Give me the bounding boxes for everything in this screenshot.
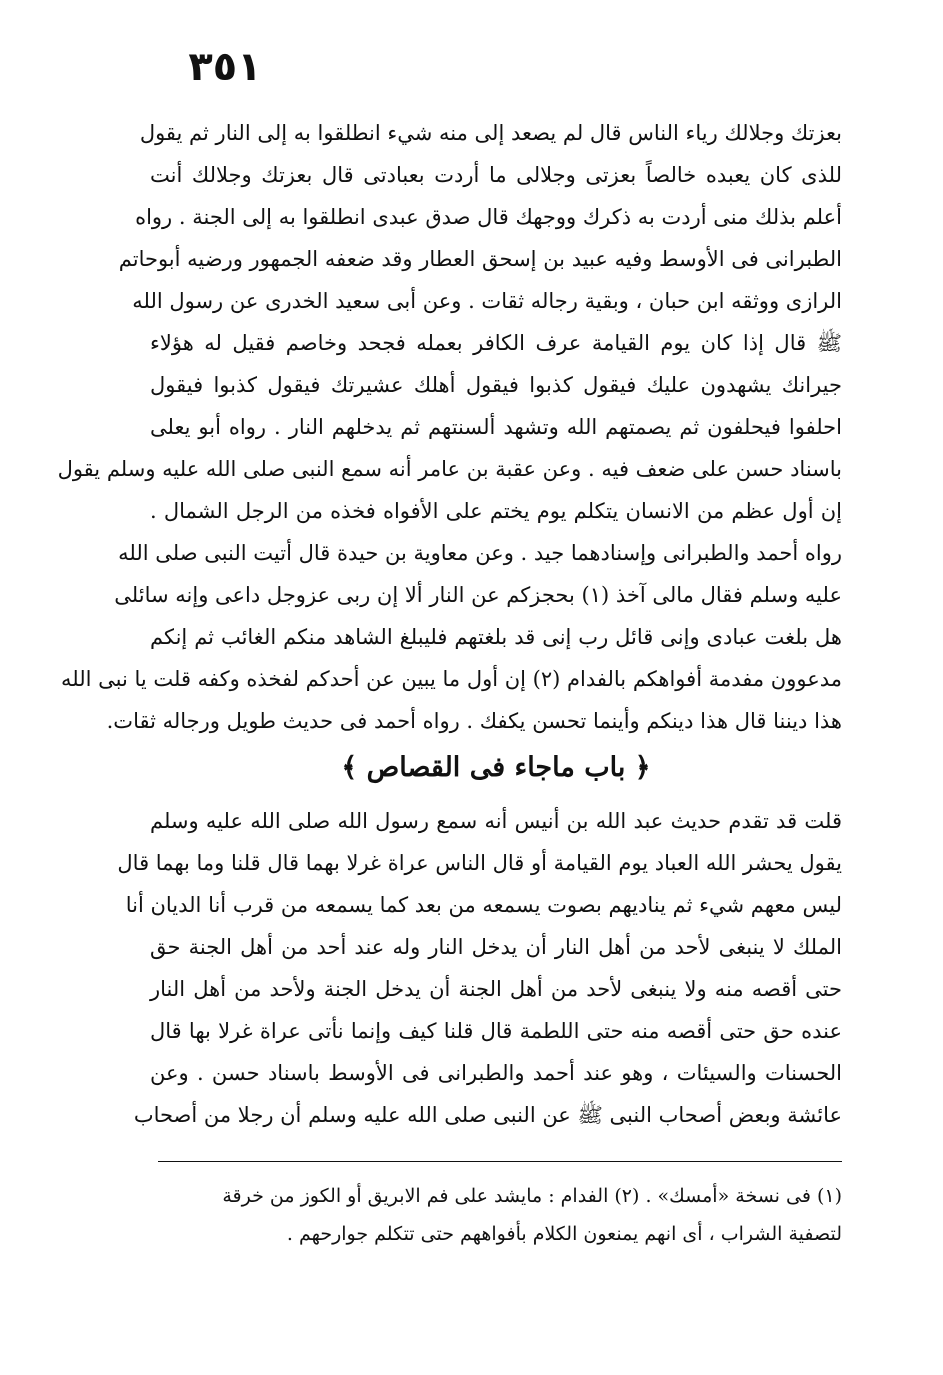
text-line: الطبرانى فى الأوسط وفيه عبيد بن إسحق العطار وقد ضعفه الجمهور ورضيه أبوحاتم (118, 247, 842, 271)
text-line: يقول يحشر الله العباد يوم القيامة أو قال الناس عراة غرلا بهما قال قلنا وما بهما قال (117, 851, 842, 875)
page-number: ٣٥١ (188, 44, 262, 90)
text-line: ليس معهم شيء ثم يناديهم بصوت يسمعه من بعد كما يسمعه من قرب أنا الديان أنا (125, 893, 842, 917)
text-line: قلت قد تقدم حديث عبد الله بن أنيس أنه سمع رسول الله صلى الله عليه وسلم (150, 809, 842, 833)
footnote-divider (158, 1161, 842, 1162)
footnote-line: لتصفية الشراب ، أى انهم يمنعون الكلام بأفواههم حتى تتكلم جوارحهم . (286, 1223, 842, 1245)
paragraph-qisas (117, 800, 842, 1136)
text-line: هذا ديننا قال هذا دينكم وأينما تحسن يكفك . رواه أحمد فى حديث طويل ورجاله ثقات. (106, 709, 842, 733)
footnote-line: (١) فى نسخة «أمسك» . (٢) الفدام : مايشد على فم الابريق أو الكوز من خرقة (222, 1185, 842, 1207)
text-line: هل بلغت عبادى وإنى قائل رب إنى قد بلغتهم فليبلغ الشاهد منكم الغائب ثم إنكم (150, 625, 842, 649)
text-line: ﷺ قال إذا كان يوم القيامة عرف الكافر بعمله فجحد وخاصم فقيل له هؤلاء (150, 331, 842, 355)
text-line: رواه أحمد والطبرانى وإسنادهما جيد . وعن معاوية بن حيدة قال أتيت النبى صلى الله (118, 541, 842, 565)
text-line: باسناد حسن على ضعف فيه . وعن عقبة بن عامر أنه سمع النبى صلى الله عليه وسلم يقول (57, 457, 842, 481)
text-line: حتى أقصه منه ولا ينبغى لأحد من أهل الجنة أن يدخل الجنة ولأحد من أهل النار (150, 977, 842, 1001)
chapter-heading: ﴿ باب ماجاء فى القصاص ﴾ (341, 752, 651, 783)
main-text (57, 112, 842, 1136)
text-line: احلفوا فيحلفون ثم يصمتهم الله وتشهد ألسنتهم ثم يدخلهم النار . رواه أبو يعلى (150, 415, 842, 439)
text-line: للذى كان يعبده خالصاً بعزتى وجلالى ما أردت بعبادتى قال بعزتك وجلالك أنت (150, 163, 842, 187)
text-line: الرازى ووثقه ابن حبان ، وبقية رجاله ثقات . وعن أبى سعيد الخدرى عن رسول الله (132, 289, 842, 313)
text-line: الملك لا ينبغى لأحد من أهل النار أن يدخل النار وله عند أحد من أهل الجنة حق (150, 935, 842, 959)
text-line: عليه وسلم فقال مالى آخذ (١) بحجزكم عن النار ألا إن ربى عزوجل داعى وإنه سائلى (114, 583, 842, 607)
text-line: جيرانك يشهدون عليك فيقول كذبوا فيقول أهلك عشيرتك فيقول كذبوا فيقول (150, 373, 842, 397)
text-line: إن أول عظم من الانسان يتكلم يوم يختم على الأفواه فخذه من الرجل الشمال . (150, 499, 842, 523)
text-line: عنده حق حتى أقصه منه حتى اللطمة قال قلنا كيف وإنما نأتى عراة غرلا بها قال (150, 1019, 842, 1043)
footnotes (150, 1177, 842, 1253)
text-line: مدعوون مفدمة أفواهكم بالفدام (٢) إن أول ما يبين عن أحدكم لفخذه وكفه قلت يا نبى الله (61, 667, 842, 691)
text-line: الحسنات والسيئات ، وهو عند أحمد والطبرانى فى الأوسط باسناد حسن . وعن (150, 1061, 842, 1085)
text-line: أعلم بذلك منى أردت به ذكرك ووجهك قال صدق عبدى انطلقوا به إلى الجنة . رواه (135, 205, 842, 229)
text-line: بعزتك وجلالك رياء الناس قال لم يصعد إلى منه شيء انطلقوا به إلى النار ثم يقول (139, 121, 842, 145)
paragraph-hadith-riya (57, 112, 842, 742)
text-line: عائشة وبعض أصحاب النبى ﷺ عن النبى صلى الله عليه وسلم أن رجلا من أصحاب (133, 1103, 842, 1127)
